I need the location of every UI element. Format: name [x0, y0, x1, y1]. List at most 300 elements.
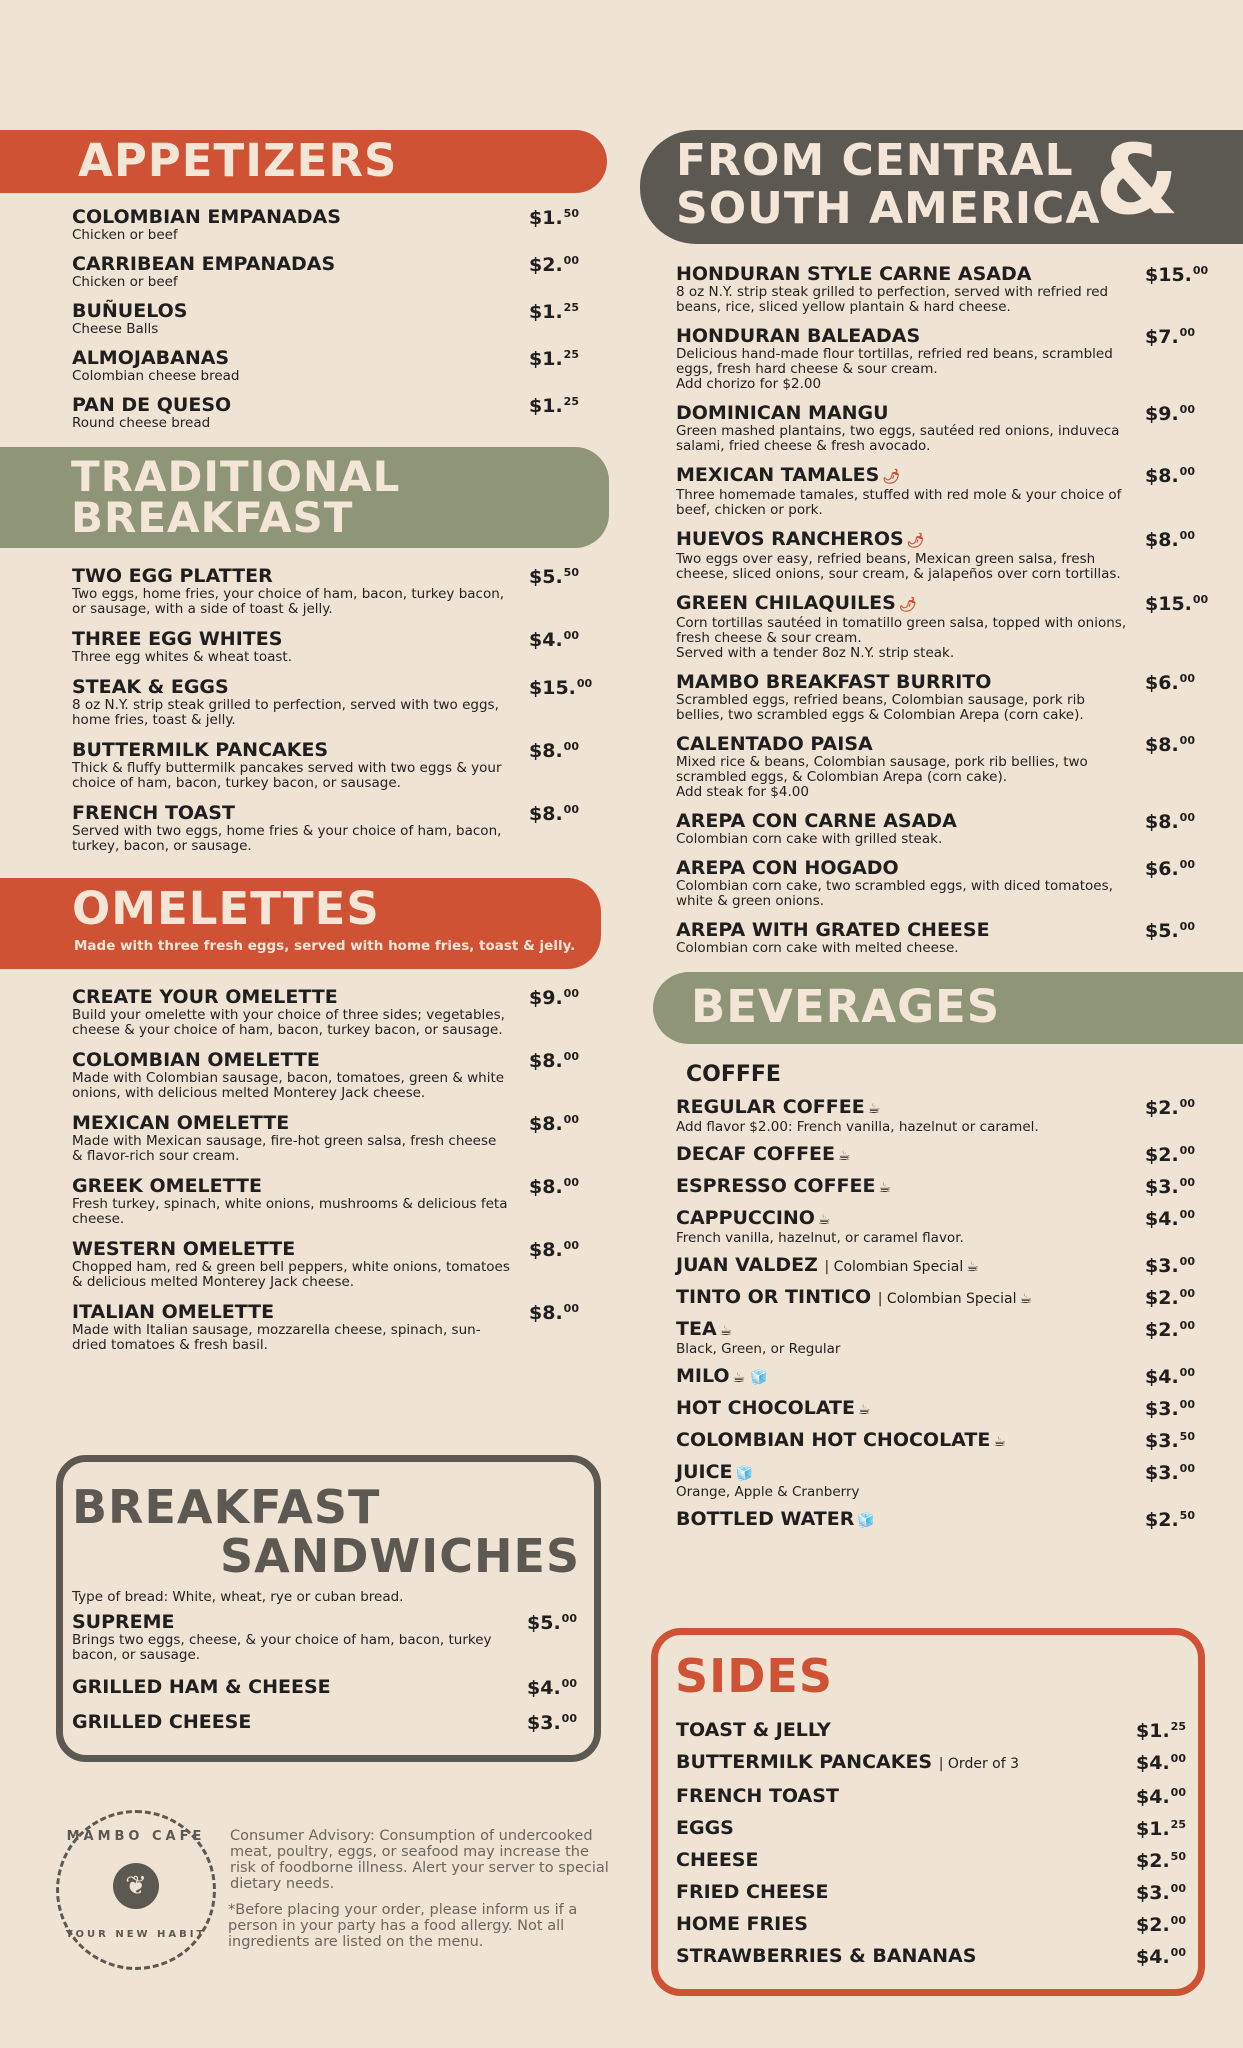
appetizers-list: [0, 207, 610, 431]
item-name-row: [676, 1319, 1133, 1342]
item-description: Two eggs over easy, refried beans, Mexican green salsa, fresh cheese, sliced onions, sour cream, & jalapeños over corn tortillas.: [676, 551, 1121, 582]
item-price: [1136, 1914, 1186, 1936]
item-addon-note: Served with a tender 8oz N.Y. strip steak.: [676, 645, 955, 661]
price-cents: 00: [1179, 1462, 1195, 1475]
item-description: Scrambled eggs, refried beans, Colombian sausage, pork rib bellies, two scrambled eggs & Colombian Arepa (corn cake).: [676, 692, 1085, 723]
item-name: HOME FRIES: [676, 1913, 808, 1935]
item-name: TEA: [676, 1318, 717, 1340]
menu-item: [640, 1462, 1243, 1500]
menu-item: [0, 1239, 610, 1290]
price-cents: 00: [563, 1302, 579, 1315]
coffee-cup-icon: ☕: [867, 1101, 881, 1117]
left-column: [0, 130, 610, 1365]
menu-item: [0, 207, 610, 243]
price-cents: 00: [1179, 1176, 1195, 1189]
item-name: EGGS: [676, 1817, 734, 1839]
price-dollars: $1.: [1136, 1818, 1170, 1840]
menu-item: [0, 629, 610, 665]
item-name: AREPA CON CARNE ASADA: [676, 810, 957, 832]
item-name-row: [72, 1712, 507, 1733]
coffee-cup-icon: ☕: [1019, 1291, 1033, 1307]
latte-art-icon: ❦: [113, 1863, 159, 1909]
item-description: Thick & fluffy buttermilk pancakes served with two eggs & your choice of ham, bacon, turkey bacon, or sausage.: [72, 760, 502, 791]
item-name-row: [72, 566, 510, 587]
omelettes-subtitle: Made with three fresh eggs, served with home fries, toast & jelly.: [74, 938, 576, 954]
price-cents: 00: [1170, 1786, 1186, 1799]
breakfast-list: [0, 566, 610, 854]
price-dollars: $4.: [1145, 1366, 1179, 1388]
price-dollars: $8.: [1145, 529, 1179, 551]
item-tag: | Colombian Special: [877, 1291, 1017, 1307]
item-name-row: [72, 348, 510, 369]
sides-box: [651, 1628, 1205, 1996]
price-cents: 00: [563, 1113, 579, 1126]
price-dollars: $4.: [1136, 1752, 1170, 1774]
item-price: [1145, 1462, 1195, 1484]
item-price: [1136, 1786, 1186, 1808]
item-price: [529, 254, 579, 276]
menu-item: [640, 1319, 1243, 1357]
menu-item: [0, 1176, 610, 1227]
menu-item: [640, 465, 1243, 518]
item-name-row: [72, 1612, 507, 1633]
price-cents: 00: [1179, 1366, 1195, 1379]
beverages-title: BEVERAGES: [691, 980, 1001, 1033]
menu-item: [676, 1946, 1196, 1967]
menu-item: [0, 566, 610, 617]
coffee-cup-icon: ☕: [838, 1148, 851, 1164]
consumer-advisory: Consumer Advisory: Consumption of undercooked meat, poultry, eggs, or seafood may increase the risk of foodborne illness. Alert your server to special dietary needs.: [230, 1828, 609, 1892]
item-name: DECAF COFFEE: [676, 1143, 836, 1165]
price-dollars: $3.: [1145, 1462, 1179, 1484]
coffee-subhead: COFFFE: [686, 1062, 781, 1087]
item-name: CALENTADO PAISA: [676, 733, 873, 755]
item-price: [1145, 1287, 1195, 1309]
item-name-row: [676, 1208, 1133, 1231]
price-dollars: $6.: [1145, 858, 1179, 880]
item-price: [1145, 1255, 1195, 1277]
sandwiches-title-line2: SANDWICHES: [220, 1529, 581, 1583]
item-description: Corn tortillas sautéed in tomatillo green salsa, topped with onions, fresh cheese & sour cream.: [676, 615, 1127, 646]
price-dollars: $8.: [529, 1176, 563, 1198]
item-name-row: [676, 672, 1133, 693]
cold-drink-icon: 🧊: [857, 1513, 875, 1529]
menu-item: [0, 677, 610, 728]
item-name: FRENCH TOAST: [676, 1785, 839, 1807]
item-name-row: [676, 593, 1133, 616]
menu-item: [0, 740, 610, 791]
item-description: Chopped ham, red & green bell peppers, white onions, tomatoes & delicious melted Monterey Jack cheese.: [72, 1259, 510, 1290]
item-price: [529, 1302, 579, 1324]
item-price: [529, 740, 579, 762]
price-dollars: $8.: [1145, 465, 1179, 487]
price-dollars: $15.: [529, 677, 576, 699]
item-name: BUTTERMILK PANCAKES: [676, 1751, 933, 1773]
price-dollars: $2.: [1136, 1914, 1170, 1936]
item-price: [1145, 1208, 1195, 1230]
item-price: [529, 301, 579, 323]
item-price: [1136, 1752, 1186, 1774]
price-dollars: $2.: [529, 254, 563, 276]
sandwiches-box: [56, 1455, 601, 1762]
item-name-row: [72, 254, 510, 275]
price-dollars: $8.: [529, 803, 563, 825]
menu-item: [72, 1612, 597, 1663]
price-dollars: $5.: [1145, 920, 1179, 942]
bread-note: Type of bread: White, wheat, rye or cuban bread.: [72, 1589, 404, 1605]
item-name: TINTO OR TINTICO: [676, 1286, 872, 1308]
menu-item: [0, 348, 610, 384]
item-description: Fresh turkey, spinach, white onions, mushrooms & delicious feta cheese.: [72, 1196, 508, 1227]
coffee-cup-icon: ☕: [858, 1402, 871, 1418]
coffee-cup-icon: ☕: [719, 1323, 733, 1339]
price-cents: 00: [561, 1677, 577, 1690]
item-name-row: [676, 403, 1133, 424]
item-addon-note: Add steak for $4.00: [676, 784, 809, 800]
menu-item: [640, 1144, 1243, 1167]
item-description: Chicken or beef: [72, 227, 178, 243]
item-name: FRENCH TOAST: [72, 802, 235, 824]
item-price: [1145, 811, 1195, 833]
coffee-cup-icon: ☕: [993, 1434, 1006, 1450]
item-name-row: [676, 1786, 1126, 1807]
beverages-list: [640, 1097, 1243, 1532]
item-price: [1145, 672, 1195, 694]
price-dollars: $1.: [529, 395, 563, 417]
item-name: BUTTERMILK PANCAKES: [72, 739, 329, 761]
sides-list: [676, 1720, 1196, 1978]
price-dollars: $3.: [1145, 1398, 1179, 1420]
item-price: [1136, 1850, 1186, 1872]
omelettes-list: [0, 987, 610, 1353]
menu-item: [640, 1366, 1243, 1389]
item-name: SUPREME: [72, 1611, 175, 1633]
breakfast-title-line1: TRADITIONAL: [71, 452, 401, 501]
item-name-row: [72, 677, 510, 698]
sandwiches-list: [72, 1612, 597, 1747]
price-cents: 00: [1192, 593, 1209, 606]
price-cents: 00: [563, 740, 579, 753]
item-name-row: [72, 629, 510, 650]
menu-item: [676, 1882, 1196, 1903]
item-description: Served with two eggs, home fries & your choice of ham, bacon, turkey, bacon, or sausage.: [72, 823, 502, 854]
item-name: JUICE: [676, 1461, 733, 1483]
price-dollars: $9.: [529, 987, 563, 1009]
breakfast-banner: [0, 447, 609, 548]
item-description: Two eggs, home fries, your choice of ham, bacon, turkey bacon, or sausage, with a side of toast & jelly.: [72, 586, 505, 617]
item-name: HONDURAN BALEADAS: [676, 325, 921, 347]
price-cents: 00: [1179, 1255, 1195, 1268]
price-dollars: $8.: [1145, 734, 1179, 756]
menu-item: [640, 403, 1243, 454]
price-cents: 25: [563, 348, 579, 361]
seal-top-text: MAMBO CAFE: [66, 1829, 206, 1844]
coffee-cup-icon: ☕: [966, 1259, 979, 1275]
price-cents: 00: [1179, 811, 1195, 824]
item-description: Chicken or beef: [72, 274, 178, 290]
item-price: [1145, 734, 1195, 756]
item-name: GREEN CHILAQUILES: [676, 592, 896, 614]
item-name-row: [72, 1113, 510, 1134]
item-price: [529, 629, 579, 651]
item-name: THREE EGG WHITES: [72, 628, 283, 650]
item-name: JUAN VALDEZ: [676, 1254, 818, 1276]
price-cents: 00: [1179, 326, 1195, 339]
item-name: STRAWBERRIES & BANANAS: [676, 1945, 977, 1967]
mambo-cafe-seal: [56, 1810, 216, 1970]
price-cents: 00: [1179, 1144, 1195, 1157]
menu-item: [640, 811, 1243, 847]
price-dollars: $2.: [1145, 1144, 1179, 1166]
price-cents: 00: [1179, 1398, 1195, 1411]
menu-item: [676, 1720, 1196, 1741]
menu-item: [0, 1302, 610, 1353]
price-cents: 00: [563, 629, 579, 642]
price-cents: 00: [576, 677, 593, 690]
item-name: TWO EGG PLATTER: [72, 565, 273, 587]
central-list: [640, 264, 1243, 956]
omelettes-title: OMELETTES: [72, 882, 380, 935]
price-cents: 25: [563, 395, 579, 408]
price-dollars: $1.: [529, 348, 563, 370]
item-description: Three homemade tamales, stuffed with red mole & your choice of beef, chicken or pork.: [676, 487, 1122, 518]
item-name-row: [676, 264, 1133, 285]
price-dollars: $2.: [1145, 1097, 1179, 1119]
item-name-row: [72, 1302, 510, 1323]
price-dollars: $8.: [1145, 811, 1179, 833]
item-tag: | Colombian Special: [824, 1259, 964, 1275]
item-description: Cheese Balls: [72, 321, 159, 337]
menu-item: [640, 1287, 1243, 1310]
item-name: COLOMBIAN OMELETTE: [72, 1049, 320, 1071]
item-name-row: [72, 1176, 510, 1197]
price-dollars: $5.: [529, 566, 563, 588]
item-addon-note: Add chorizo for $2.00: [676, 376, 822, 392]
item-name: BUÑUELOS: [72, 300, 188, 322]
sandwiches-title-line1: BREAKFAST: [72, 1480, 381, 1534]
price-cents: 50: [563, 566, 579, 579]
item-name-row: [676, 1720, 1126, 1741]
menu-item: [640, 1430, 1243, 1453]
sides-title: SIDES: [675, 1649, 833, 1703]
item-price: [529, 1113, 579, 1135]
item-description: Made with Colombian sausage, bacon, tomatoes, green & white onions, with delicious melted Monterey Jack cheese.: [72, 1070, 505, 1101]
item-name-row: [676, 1366, 1133, 1389]
item-description: Brings two eggs, cheese, & your choice of ham, bacon, turkey bacon, or sausage.: [72, 1632, 492, 1663]
price-cents: 00: [563, 987, 579, 1000]
item-tag: | Order of 3: [938, 1756, 1020, 1772]
item-name: CREATE YOUR OMELETTE: [72, 986, 338, 1008]
item-description: Build your omelette with your choice of three sides; vegetables, cheese & your choice of ham, bacon, turkey bacon, or sausage.: [72, 1007, 505, 1038]
item-description: Black, Green, or Regular: [676, 1341, 841, 1357]
price-dollars: $2.: [1145, 1509, 1179, 1531]
menu-item: [0, 1113, 610, 1164]
item-description: Three egg whites & wheat toast.: [72, 649, 292, 665]
item-description: Add flavor $2.00: French vanilla, hazelnut or caramel.: [676, 1119, 1039, 1135]
item-price: [529, 1050, 579, 1072]
item-name: MILO: [676, 1365, 730, 1387]
item-name: FRIED CHEESE: [676, 1881, 829, 1903]
item-name: HUEVOS RANCHEROS: [676, 528, 904, 550]
price-cents: 00: [1179, 858, 1195, 871]
price-dollars: $4.: [1145, 1208, 1179, 1230]
price-cents: 00: [1179, 1319, 1195, 1332]
item-name: HOT CHOCOLATE: [676, 1397, 855, 1419]
item-price: [1145, 920, 1195, 942]
coffee-cup-icon: ☕: [817, 1212, 831, 1228]
price-dollars: $4.: [1136, 1946, 1170, 1968]
item-name-row: [72, 740, 510, 761]
item-price: [1145, 403, 1195, 425]
item-name: AREPA WITH GRATED CHEESE: [676, 919, 990, 941]
appetizers-banner: [0, 130, 607, 193]
appetizers-title: APPETIZERS: [78, 134, 398, 187]
item-name-row: [72, 1677, 507, 1698]
price-cents: 00: [1179, 1208, 1195, 1221]
item-name-row: [72, 395, 510, 416]
breakfast-title-line2: BREAKFAST: [71, 493, 354, 542]
item-price: [529, 395, 579, 417]
item-price: [529, 803, 579, 825]
price-cents: 00: [563, 1050, 579, 1063]
item-description: Colombian cheese bread: [72, 368, 240, 384]
item-name: REGULAR COFFEE: [676, 1096, 865, 1118]
price-dollars: $7.: [1145, 326, 1179, 348]
price-dollars: $9.: [1145, 403, 1179, 425]
menu-item: [640, 1097, 1243, 1135]
menu-item: [0, 1050, 610, 1101]
price-dollars: $4.: [1136, 1786, 1170, 1808]
item-name-row: [676, 920, 1133, 941]
central-ampersand: &: [1095, 124, 1180, 236]
item-name-row: [676, 1176, 1133, 1199]
item-description: Round cheese bread: [72, 415, 211, 431]
price-cents: 00: [1170, 1882, 1186, 1895]
menu-item: [0, 301, 610, 337]
item-name: DOMINICAN MANGU: [676, 402, 889, 424]
item-name-row: [72, 987, 510, 1008]
price-cents: 00: [1179, 734, 1195, 747]
price-dollars: $8.: [529, 1302, 563, 1324]
central-title-line1: FROM CENTRAL: [676, 135, 1074, 186]
coffee-cup-icon: ☕: [878, 1180, 892, 1196]
price-cents: 00: [563, 254, 579, 267]
item-price: [529, 348, 579, 370]
item-price: [529, 1239, 579, 1261]
item-price: [1145, 593, 1208, 615]
item-name-row: [676, 326, 1133, 347]
menu-item: [640, 1208, 1243, 1246]
price-dollars: $2.: [1136, 1850, 1170, 1872]
item-price: [527, 1677, 577, 1699]
item-price: [1136, 1946, 1186, 1968]
menu-item: [72, 1712, 597, 1733]
price-dollars: $5.: [527, 1612, 561, 1634]
item-name-row: [72, 1050, 510, 1071]
price-dollars: $2.: [1145, 1319, 1179, 1341]
menu-item: [0, 987, 610, 1038]
item-name-row: [676, 1914, 1126, 1935]
menu-item: [640, 858, 1243, 909]
coffee-cup-icon: ☕ 🧊: [732, 1370, 768, 1386]
item-price: [529, 987, 579, 1009]
item-price: [1145, 1398, 1195, 1420]
item-price: [1136, 1720, 1186, 1742]
item-name-row: [676, 1430, 1133, 1453]
beverages-banner: [653, 972, 1243, 1044]
item-description: Made with Italian sausage, mozzarella cheese, spinach, sun-dried tomatoes & fresh basil.: [72, 1322, 481, 1353]
item-price: [1145, 1097, 1195, 1119]
item-name: GREEK OMELETTE: [72, 1175, 262, 1197]
item-name: TOAST & JELLY: [676, 1719, 831, 1741]
price-dollars: $4.: [529, 629, 563, 651]
menu-item: [640, 920, 1243, 956]
menu-item: [676, 1914, 1196, 1935]
item-name-row: [676, 1818, 1126, 1839]
item-name-row: [676, 1946, 1126, 1967]
price-cents: 00: [563, 1176, 579, 1189]
central-banner: [640, 124, 1243, 244]
item-name-row: [676, 465, 1133, 488]
price-dollars: $3.: [1145, 1430, 1179, 1452]
item-name-row: [676, 1398, 1133, 1421]
item-price: [1145, 264, 1208, 286]
menu-item: [640, 1255, 1243, 1278]
item-name-row: [72, 207, 510, 228]
item-name-row: [676, 811, 1133, 832]
price-dollars: $8.: [529, 1113, 563, 1135]
price-cents: 25: [1170, 1720, 1186, 1733]
item-price: [529, 207, 579, 229]
price-cents: 50: [1170, 1850, 1186, 1863]
menu-item: [640, 326, 1243, 392]
menu-item: [640, 1398, 1243, 1421]
item-description: Mixed rice & beans, Colombian sausage, pork rib bellies, two scrambled eggs, & Colombian Arepa (corn cake).: [676, 754, 1088, 785]
price-dollars: $8.: [529, 1050, 563, 1072]
price-cents: 00: [1179, 465, 1195, 478]
item-description: Orange, Apple & Cranberry: [676, 1484, 860, 1500]
item-price: [1136, 1818, 1186, 1840]
price-cents: 00: [1179, 920, 1195, 933]
price-dollars: $3.: [1136, 1882, 1170, 1904]
item-name: CARRIBEAN EMPANADAS: [72, 253, 336, 275]
menu-item: [676, 1752, 1196, 1775]
item-name-row: [72, 803, 510, 824]
price-dollars: $1.: [1136, 1720, 1170, 1742]
item-name-row: [72, 1239, 510, 1260]
item-description: 8 oz N.Y. strip steak grilled to perfection, served with refried red beans, rice, sliced yellow plantain & hard cheese.: [676, 284, 1109, 315]
price-cents: 00: [1170, 1914, 1186, 1927]
price-cents: 50: [563, 207, 579, 220]
price-cents: 00: [563, 1239, 579, 1252]
price-dollars: $3.: [527, 1712, 561, 1734]
item-name: PAN DE QUESO: [72, 394, 232, 416]
price-cents: 25: [1170, 1818, 1186, 1831]
item-name: AREPA CON HOGADO: [676, 857, 899, 879]
item-name-row: [676, 1144, 1133, 1167]
price-cents: 00: [1179, 403, 1195, 416]
menu-item: [640, 734, 1243, 800]
chili-pepper-icon: 🌶: [906, 533, 925, 549]
price-cents: 00: [1179, 529, 1195, 542]
item-name: MEXICAN TAMALES: [676, 464, 880, 486]
item-name: CHEESE: [676, 1849, 759, 1871]
item-name: WESTERN OMELETTE: [72, 1238, 296, 1260]
menu-item: [0, 254, 610, 290]
item-price: [1145, 465, 1195, 487]
menu-item: [640, 672, 1243, 723]
item-description: French vanilla, hazelnut, or caramel flavor.: [676, 1230, 964, 1246]
